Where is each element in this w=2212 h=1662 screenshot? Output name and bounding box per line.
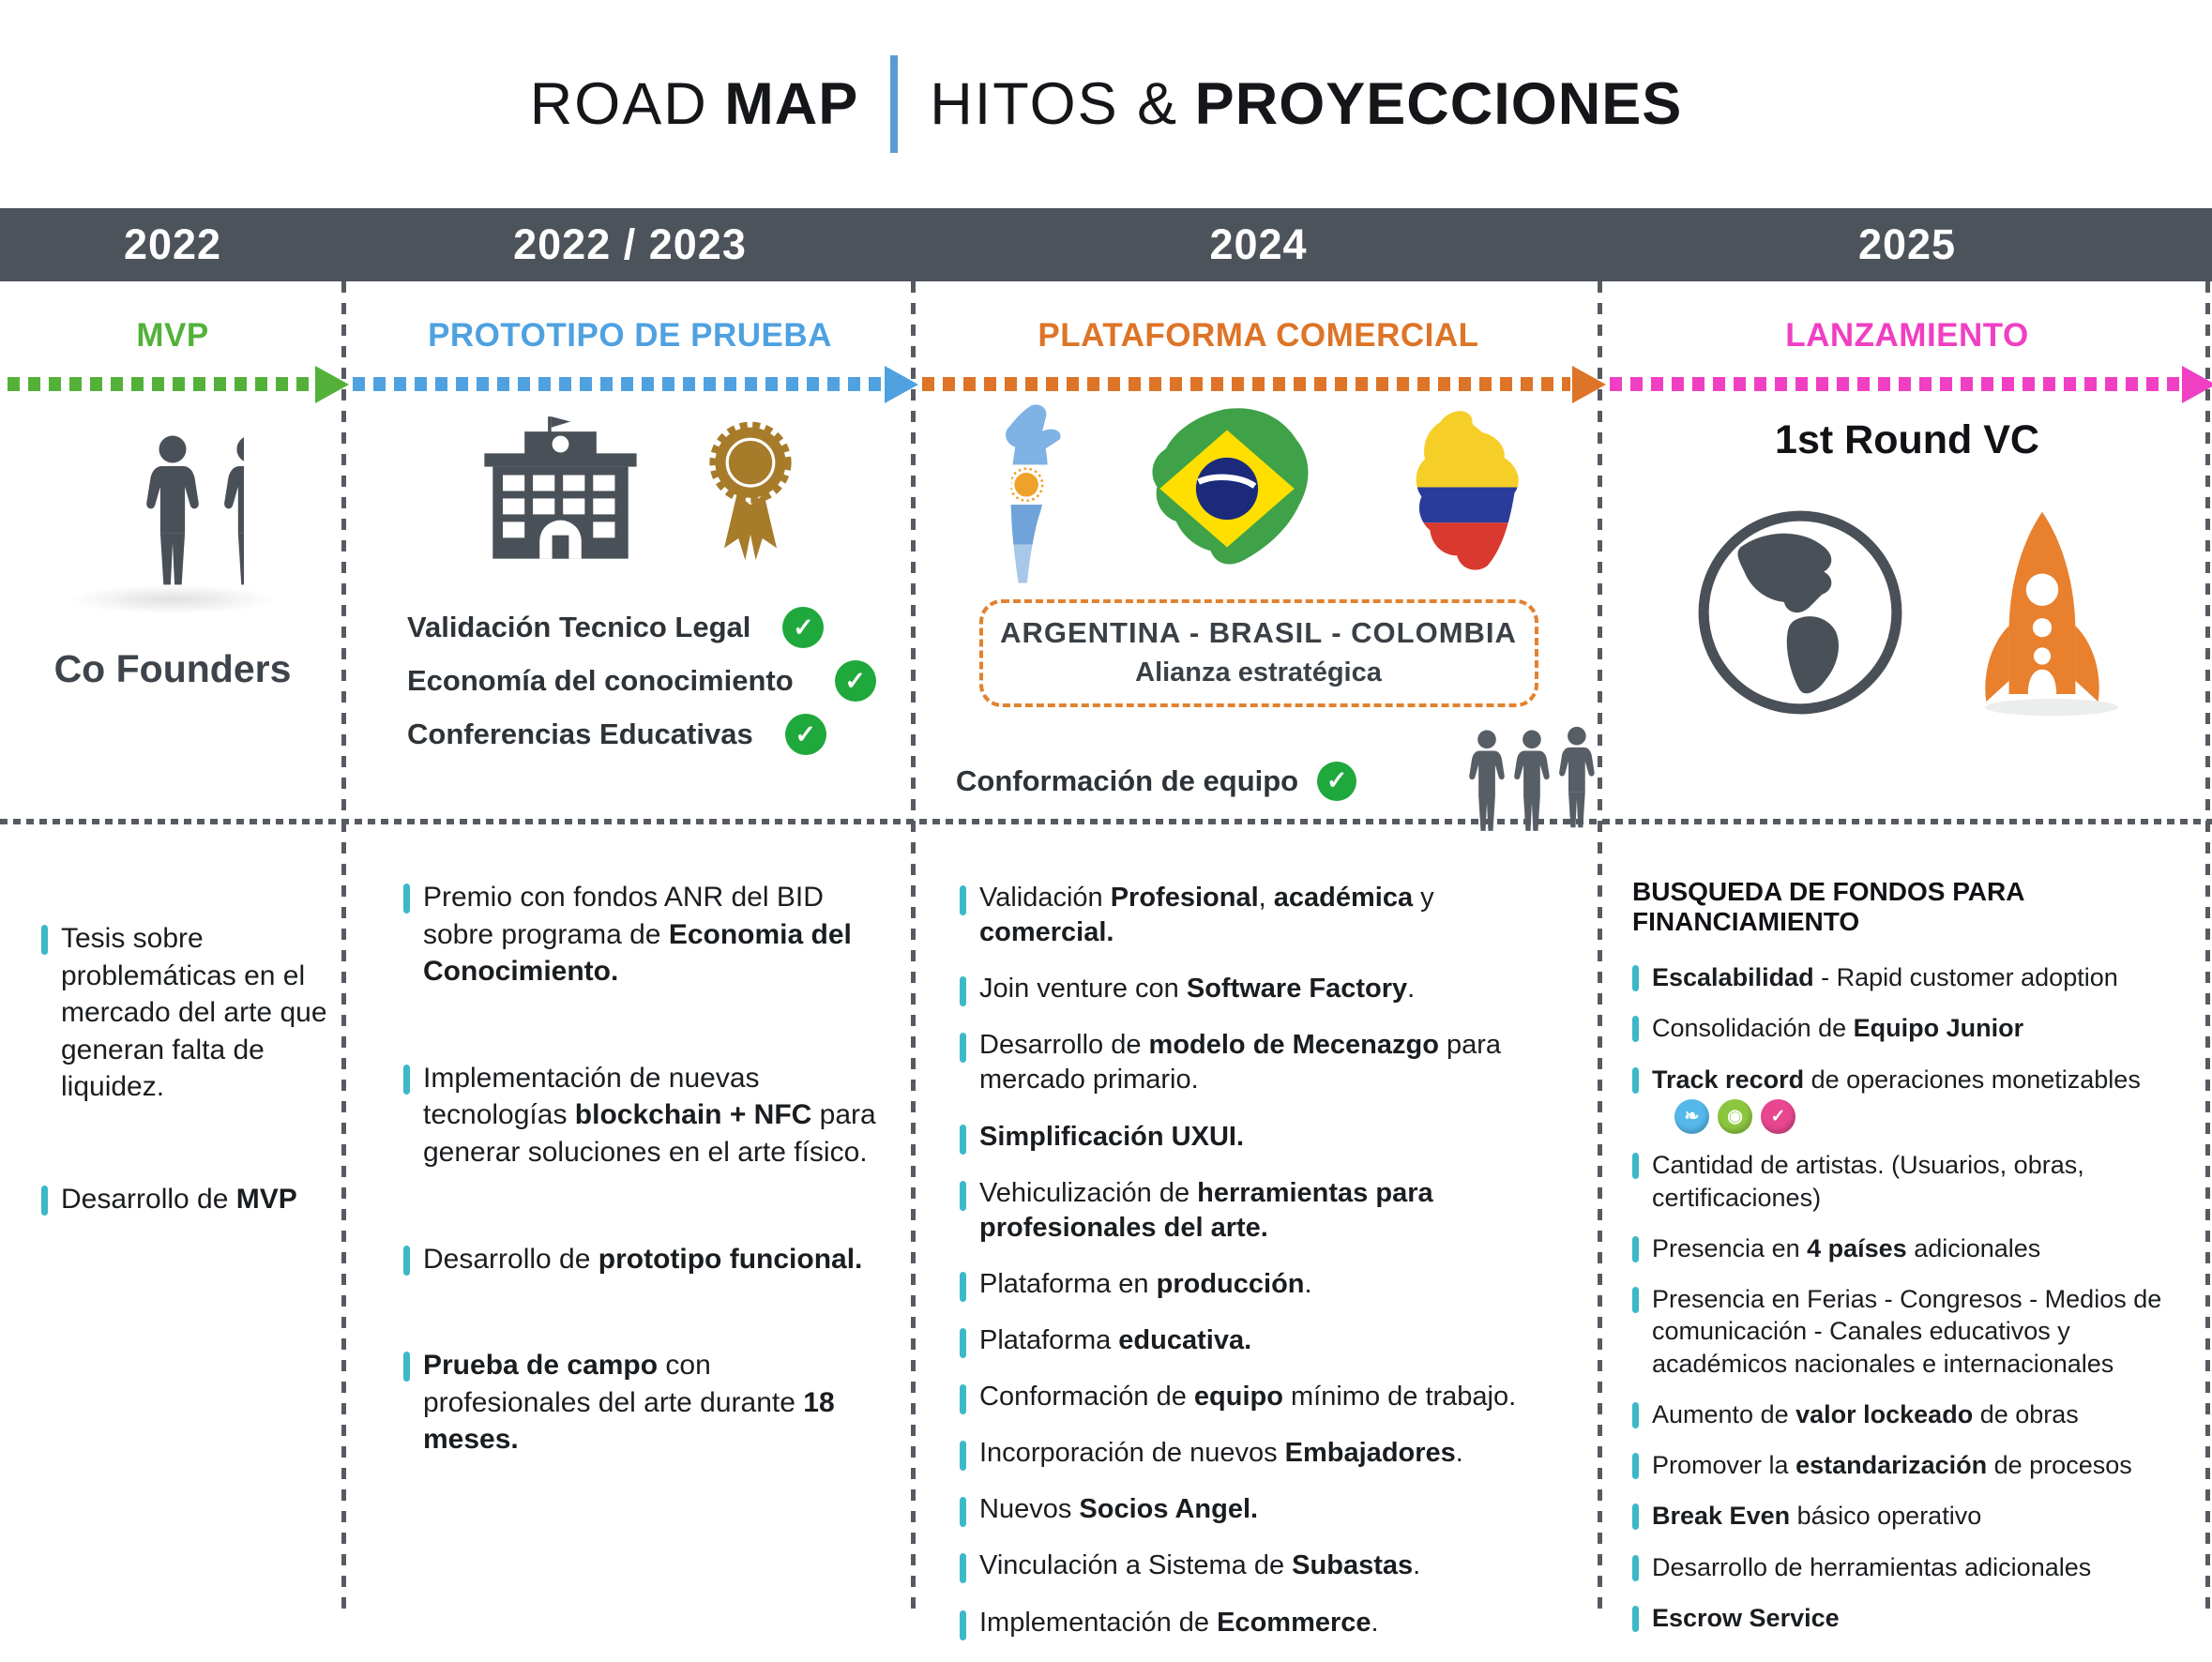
bullet-text: Premio con fondos ANR del BID sobre programa de Economia del Conocimiento. <box>423 882 852 988</box>
column-2024-bullets <box>915 823 1602 1640</box>
bullet-item <box>1632 1012 2199 1044</box>
bullet-item <box>1632 1064 2199 1131</box>
phase-label-mvp: MVP <box>136 317 209 354</box>
bullet-bar-icon <box>960 1441 966 1471</box>
bullet-item <box>960 1606 1568 1640</box>
bullet-bar-icon <box>403 1352 410 1382</box>
year-2022-2023: 2022 / 2023 <box>513 220 747 268</box>
bullet-item <box>403 879 877 990</box>
checklist-label: Conferencias Educativas <box>407 718 753 750</box>
checklist-item <box>407 607 915 648</box>
bullet-text: Promover la estandarización de procesos <box>1652 1451 2132 1480</box>
token-shield-icon: ✓ <box>1761 1099 1795 1134</box>
bullet-text: Vinculación a Sistema de Subastas. <box>979 1550 1421 1581</box>
bullet-bar-icon <box>403 884 410 914</box>
bullet-item <box>1632 1602 2199 1634</box>
year-2024: 2024 <box>1209 220 1308 268</box>
co-founders-icon <box>0 434 345 615</box>
phase-label-lanzamiento: LANZAMIENTO <box>1785 317 2029 354</box>
column-separator-1 <box>341 281 346 1619</box>
bullet-bar-icon <box>960 1033 966 1063</box>
timeline-arrow-blue <box>345 377 915 391</box>
bullet-bar-icon <box>41 925 48 955</box>
arrow-dashes <box>922 377 1570 391</box>
bullet-item <box>960 1436 1568 1471</box>
check-icon: ✓ <box>785 714 826 755</box>
bullet-item <box>960 1549 1568 1583</box>
column-separator-2 <box>911 281 916 1619</box>
page-header <box>0 0 2212 208</box>
bullet-item <box>960 1492 1568 1527</box>
title-subtitle <box>930 70 1682 138</box>
column-separator-3 <box>1598 281 1602 1619</box>
bullet-text: Prueba de campo con profesionales del arte durante 18 meses. <box>423 1350 835 1456</box>
bullet-text: Desarrollo de herramientas adicionales <box>1652 1552 2092 1581</box>
bullet-bar-icon <box>1632 1153 1639 1179</box>
bullet-bar-icon <box>1632 1067 1639 1094</box>
column-2022-bullets <box>0 823 345 1218</box>
colombia-map-flag <box>1383 402 1535 585</box>
bullet-item <box>41 1181 332 1218</box>
timeline-arrow-orange <box>915 377 1602 391</box>
title-roadmap <box>530 70 859 138</box>
bullet-bar-icon <box>41 1186 48 1216</box>
bullet-text: Break Even básico operativo <box>1652 1502 1982 1531</box>
bullet-bar-icon <box>960 1181 966 1211</box>
check-icon: ✓ <box>835 660 876 702</box>
bullet-item <box>960 1323 1568 1358</box>
column-2023-bullets <box>345 823 915 1458</box>
title-road: ROAD <box>529 71 708 137</box>
bullet-text: Escrow Service <box>1652 1604 1840 1633</box>
right-edge-separator <box>2205 281 2210 1619</box>
bullet-bar-icon <box>960 1272 966 1302</box>
bullet-item <box>960 1176 1568 1246</box>
arrow-dashes <box>353 377 883 391</box>
token-leaf-icon: ❧ <box>1674 1099 1709 1134</box>
subtitle-hitos: HITOS & <box>930 71 1179 137</box>
award-ribbon-icon <box>705 415 795 569</box>
subtitle-proyecciones: PROYECCIONES <box>1194 71 1683 137</box>
bullet-bar-icon <box>1632 1402 1639 1428</box>
bullet-text: Presencia en Ferias - Congresos - Medios de comunicación - Canales educativos y académicos nacionales e internacionales <box>1652 1285 2162 1378</box>
bullet-item <box>403 1060 877 1171</box>
bullet-item <box>1632 961 2199 993</box>
bullet-text: Plataforma educativa. <box>979 1324 1252 1355</box>
bullet-bar-icon <box>403 1246 410 1276</box>
argentina-map-flag <box>983 402 1071 591</box>
bullet-item <box>1632 1449 2199 1481</box>
bullet-bar-icon <box>403 1065 410 1095</box>
school-building-icon <box>464 416 657 569</box>
bullet-bar-icon <box>960 1384 966 1414</box>
bullet-text: Validación Profesional, académica y comercial. <box>979 883 1434 948</box>
bullet-text: Implementación de nuevas tecnologías blockchain + NFC para generar soluciones en el arte físico. <box>423 1062 876 1168</box>
alliance-countries: ARGENTINA - BRASIL - COLOMBIA <box>1000 616 1517 649</box>
column-2024-plataforma <box>915 281 1602 1662</box>
validation-checklist <box>407 607 915 755</box>
co-founders-caption: Co Founders <box>53 647 292 690</box>
bullet-text: Desarrollo de modelo de Mecenazgo para mercado primario. <box>979 1030 1502 1095</box>
token-signal-icon: ◉ <box>1718 1099 1752 1134</box>
checklist-label: Validación Tecnico Legal <box>407 611 751 643</box>
bullet-text: Track record de operaciones monetizables ❧ ◉ ✓ <box>1652 1064 2183 1131</box>
checklist-item <box>407 660 915 702</box>
country-flags-row <box>915 402 1602 586</box>
check-icon: ✓ <box>782 607 824 648</box>
bullet-text: Vehiculización de herramientas para profesionales del arte. <box>979 1177 1433 1243</box>
bullet-bar-icon <box>1632 1287 1639 1313</box>
institution-icons-row <box>345 417 915 569</box>
bullet-text: Presencia en 4 países adicionales <box>1652 1233 2041 1262</box>
alliance-subtitle: Alianza estratégica <box>1135 657 1382 687</box>
bullet-bar-icon <box>960 885 966 915</box>
bullet-text: Escalabilidad - Rapid customer adoption <box>1652 963 2118 991</box>
team-label: Conformación de equipo <box>956 763 1299 797</box>
page-title <box>530 55 1683 153</box>
timeline-arrow-pink <box>1602 377 2212 391</box>
bullet-text: Simplificación UXUI. <box>979 1121 1244 1152</box>
phase-label-plataforma: PLATAFORMA COMERCIAL <box>1038 317 1479 354</box>
bullet-item <box>960 1380 1568 1414</box>
horizontal-separator <box>0 819 2212 824</box>
bullet-bar-icon <box>1632 1606 1639 1632</box>
year-2022: 2022 <box>123 220 222 268</box>
year-2025: 2025 <box>1857 220 1957 268</box>
bullet-bar-icon <box>960 1328 966 1358</box>
bullet-bar-icon <box>1632 1016 1639 1042</box>
bullet-item <box>1632 1398 2199 1430</box>
checklist-item <box>407 714 915 755</box>
token-badges <box>1674 1099 1795 1134</box>
column-2025-lanzamiento <box>1602 281 2212 1662</box>
arrow-dashes <box>1610 377 2180 391</box>
bullet-bar-icon <box>960 1125 966 1155</box>
bullet-item <box>1632 1500 2199 1532</box>
bullet-bar-icon <box>1632 1555 1639 1581</box>
phase-label-prototipo: PROTOTIPO DE PRUEBA <box>428 317 832 354</box>
funding-bullets <box>1632 961 2199 1634</box>
title-divider-bar <box>890 55 898 153</box>
bullet-item <box>960 1267 1568 1302</box>
bullet-bar-icon <box>1632 1453 1639 1479</box>
alliance-box <box>979 599 1538 707</box>
bullet-text: Aumento de valor lockeado de obras <box>1652 1399 2079 1428</box>
rocket-icon <box>1962 501 2123 729</box>
column-2023-prototipo <box>345 281 915 1662</box>
bullet-bar-icon <box>960 1497 966 1527</box>
bullet-item <box>1632 1149 2199 1214</box>
funding-header: BUSQUEDA DE FONDOS PARA FINANCIAMIENTO <box>1632 877 2024 936</box>
column-2023-top <box>345 281 915 823</box>
bullet-bar-icon <box>1632 1503 1639 1530</box>
timeline-arrow-green <box>0 377 345 391</box>
column-2022-mvp <box>0 281 345 1662</box>
first-round-vc-label: 1st Round VC <box>1775 417 2039 462</box>
bullet-item <box>1632 1551 2199 1583</box>
bullet-item <box>1632 1283 2199 1380</box>
bullet-item <box>403 1241 877 1278</box>
bullet-text: Join venture con Software Factory. <box>979 974 1416 1005</box>
check-icon: ✓ <box>1317 762 1356 801</box>
year-band <box>0 208 2212 281</box>
column-2025-top <box>1602 281 2212 823</box>
bullet-text: Implementación de Ecommerce. <box>979 1607 1379 1638</box>
bullet-text: Tesis sobre problemáticas en el mercado del arte que generan falta de liquidez. <box>61 923 327 1103</box>
bullet-item <box>41 920 332 1106</box>
column-2025-bullets <box>1602 823 2212 1634</box>
bullet-text: Nuevos Socios Angel. <box>979 1494 1259 1525</box>
bullet-bar-icon <box>960 976 966 1006</box>
bullet-text: Desarrollo de MVP <box>61 1183 297 1215</box>
bullet-bar-icon <box>1632 965 1639 991</box>
bullet-text: Consolidación de Equipo Junior <box>1652 1014 2024 1043</box>
checklist-label: Economía del conocimiento <box>407 664 794 697</box>
arrow-dashes <box>8 377 313 391</box>
bullet-item <box>1632 1232 2199 1264</box>
bullet-bar-icon <box>1632 1236 1639 1262</box>
bullet-text: Incorporación de nuevos Embajadores. <box>979 1438 1463 1469</box>
bullet-item <box>960 1120 1568 1155</box>
bullet-text: Conformación de equipo mínimo de trabajo. <box>979 1382 1517 1413</box>
bullet-text: Cantidad de artistas. (Usuarios, obras, certificaciones) <box>1652 1151 2084 1212</box>
bullet-text: Desarrollo de prototipo funcional. <box>423 1243 863 1275</box>
timeline-body <box>0 281 2212 1638</box>
bullet-bar-icon <box>960 1610 966 1640</box>
bullet-item <box>960 972 1568 1006</box>
bullet-item <box>403 1347 877 1458</box>
launch-icons-row <box>1602 501 2212 729</box>
globe-icon <box>1691 504 1909 726</box>
bullet-text: Plataforma en producción. <box>979 1268 1312 1299</box>
bullet-bar-icon <box>960 1553 966 1583</box>
bullet-item <box>960 881 1568 950</box>
column-2022-top <box>0 281 345 823</box>
bullet-item <box>960 1028 1568 1097</box>
title-map: MAP <box>724 71 859 137</box>
brasil-map-flag <box>1128 402 1326 580</box>
column-2024-top <box>915 281 1602 823</box>
